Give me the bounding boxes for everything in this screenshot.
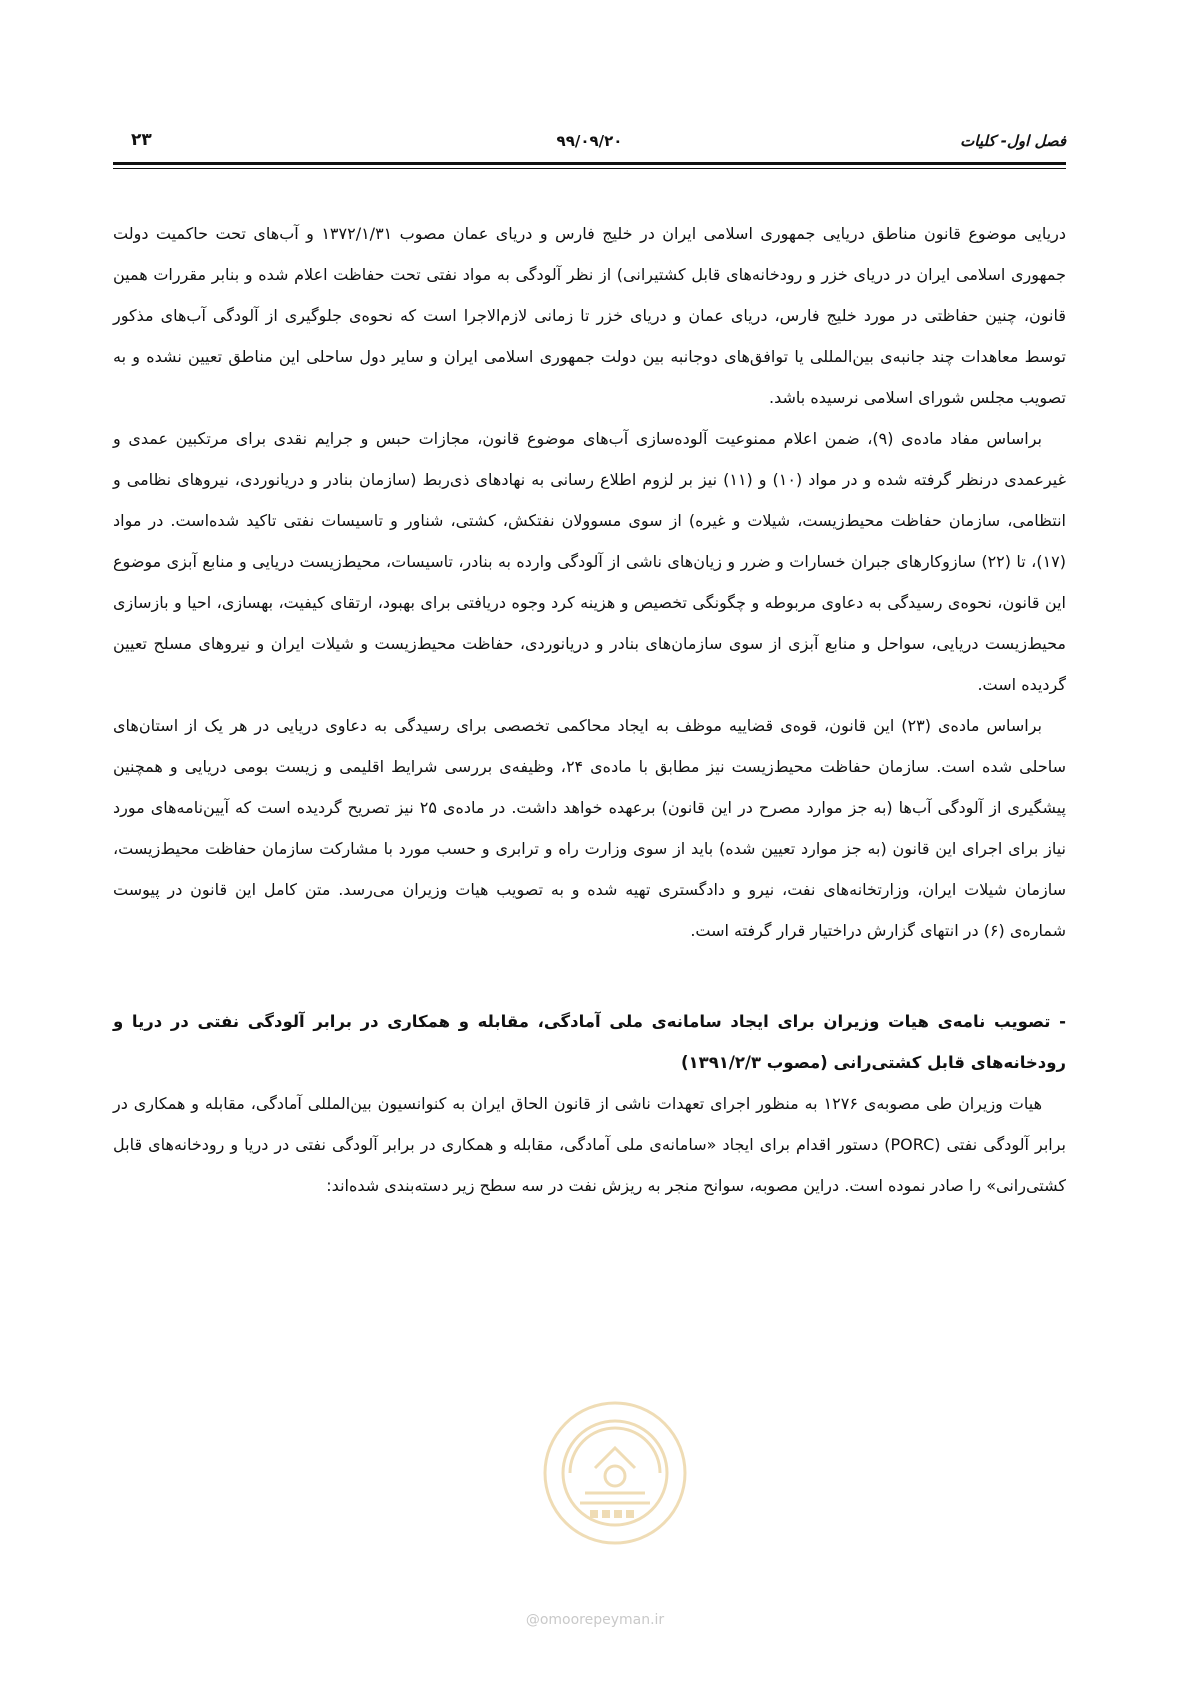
page-header <box>113 128 1066 158</box>
header-rule-thick <box>113 162 1066 165</box>
paragraph-article-23: براساس ماده‌ی (۲۳) این قانون، قوه‌ی قضاییه موظف به ایجاد محاکمی تخصصی برای رسیدگی به دعاوی دریایی در هر یک از استان‌های ساحلی شده است. سازمان حفاظت محیط‌زیست نیز مطابق با ماده‌ی ۲۴، وظیفه‌ی بررسی شرایط اقلیمی و زیست بومی دریایی و همچنین پیشگیری از آلودگی آب‌ها (به جز موارد مصرح در این قانون) برعهده خواهد داشت. در ماده‌ی ۲۵ نیز تصریح گردیده است که آیین‌نامه‌های مورد نیاز برای اجرای این قانون (به جز موارد تعیین شده) باید از سوی وزارت راه و ترابری و حسب مورد با مشارکت سازمان حفاظت محیط‌زیست، سازمان شیلات ایران، وزارتخانه‌های نفت، نیرو و دادگستری تهیه شده و به تصویب هیات وزیران می‌رسد. متن کامل این قانون در پیوست شماره‌ی (۶) در انتهای گزارش دراختیار قرار گرفته است. <box>113 716 1066 940</box>
paragraph-continued: دریایی موضوع قانون مناطق دریایی جمهوری اسلامی ایران در خلیج فارس و دریای عمان مصوب ۱۳۷۲/۱/۳۱ و آب‌های تحت حاکمیت دولت جمهوری اسلامی ایران در دریای خزر و رودخانه‌های قابل کشتیرانی) از نظر آلودگی به مواد نفتی تحت حفاظت اعلام شده و بنابر مقررات همین قانون، چنین حفاظتی در مورد خلیج فارس، دریای عمان و دریای خزر تا زمانی لازم‌الاجرا است که نحوه‌ی جلوگیری از آلودگی آب‌های مذکور توسط معاهدات چند جانبه‌ی بین‌المللی یا توافق‌های دوجانبه بین دولت جمهوری اسلامی ایران و سایر دول ساحلی این مناطق تعیین نشده و به تصویب مجلس شورای اسلامی نرسیده باشد. <box>113 224 1066 407</box>
page-number: ۲۳ <box>131 130 152 150</box>
footer-website: @omoorepeyman.ir <box>525 1612 665 1628</box>
section-paragraph: هیات وزیران طی مصوبه‌ی ۱۲۷۶ به منظور اجرای تعهدات ناشی از قانون الحاق ایران به کنوانسیون بین‌المللی آمادگی، مقابله و همکاری در برابر آلودگی نفتی (PORC) دستور اقدام برای ایجاد «سامانه‌ی ملی آمادگی، مقابله و همکاری در برابر آلودگی نفتی در دریا و رودخانه‌های قابل کشتی‌رانی» را صادر نموده است. دراین مصوبه، سوانح منجر به ریزش نفت در سه سطح زیر دسته‌بندی شده‌اند: <box>113 1094 1066 1195</box>
header-rule-thin <box>113 168 1066 169</box>
section-spacer <box>113 951 1066 1001</box>
paragraph-article-9: براساس مفاد ماده‌ی (۹)، ضمن اعلام ممنوعیت آلوده‌سازی آب‌های موضوع قانون، مجازات حبس و جرایم نقدی برای مرتکبین عمدی و غیرعمدی درنظر گرفته شده و در مواد (۱۰) و (۱۱) نیز بر لزوم اطلاع رسانی به نهادهای ذی‌ربط (سازمان بنادر و دریانوردی، نیروهای نظامی و انتظامی، سازمان حفاظت محیط‌زیست، شیلات و غیره) از سوی مسوولان نفتکش، کشتی، شناور و تاسیسات نفتی تاکید شده‌است. در مواد (۱۷)، تا (۲۲) سازوکارهای جبران خسارات و ضرر و زیان‌های ناشی از آلودگی وارده به بنادر، تاسیسات، محیط‌زیست دریایی و منابع آبزی موضوع این قانون، نحوه‌ی رسیدگی به دعاوی مربوطه و چگونگی تخصیص و هزینه کرد وجوه دریافتی برای بهبود، ارتقای کیفیت، بهسازی، احیا و بازسازی محیط‌زیست دریایی، سواحل و منابع آبزی از سوی سازمان‌های بنادر و دریانوردی، حفاظت محیط‌زیست و شیلات ایران و نیروهای مسلح تعیین گردیده است. <box>113 429 1067 694</box>
seal-watermark-icon <box>540 1398 690 1548</box>
header-date: ۹۹/۰۹/۲۰ <box>556 132 623 150</box>
section-heading: - تصویب نامه‌ی هیات وزیران برای ایجاد سامانه‌ی ملی آمادگی، مقابله و همکاری در برابر آلودگی نفتی در دریا و رودخانه‌های قابل کشتی‌رانی (مصوب ۱۳۹۱/۲/۳) <box>113 1012 1066 1072</box>
chapter-title: فصل اول- کلیات <box>960 132 1066 150</box>
body-text <box>113 213 1066 1206</box>
